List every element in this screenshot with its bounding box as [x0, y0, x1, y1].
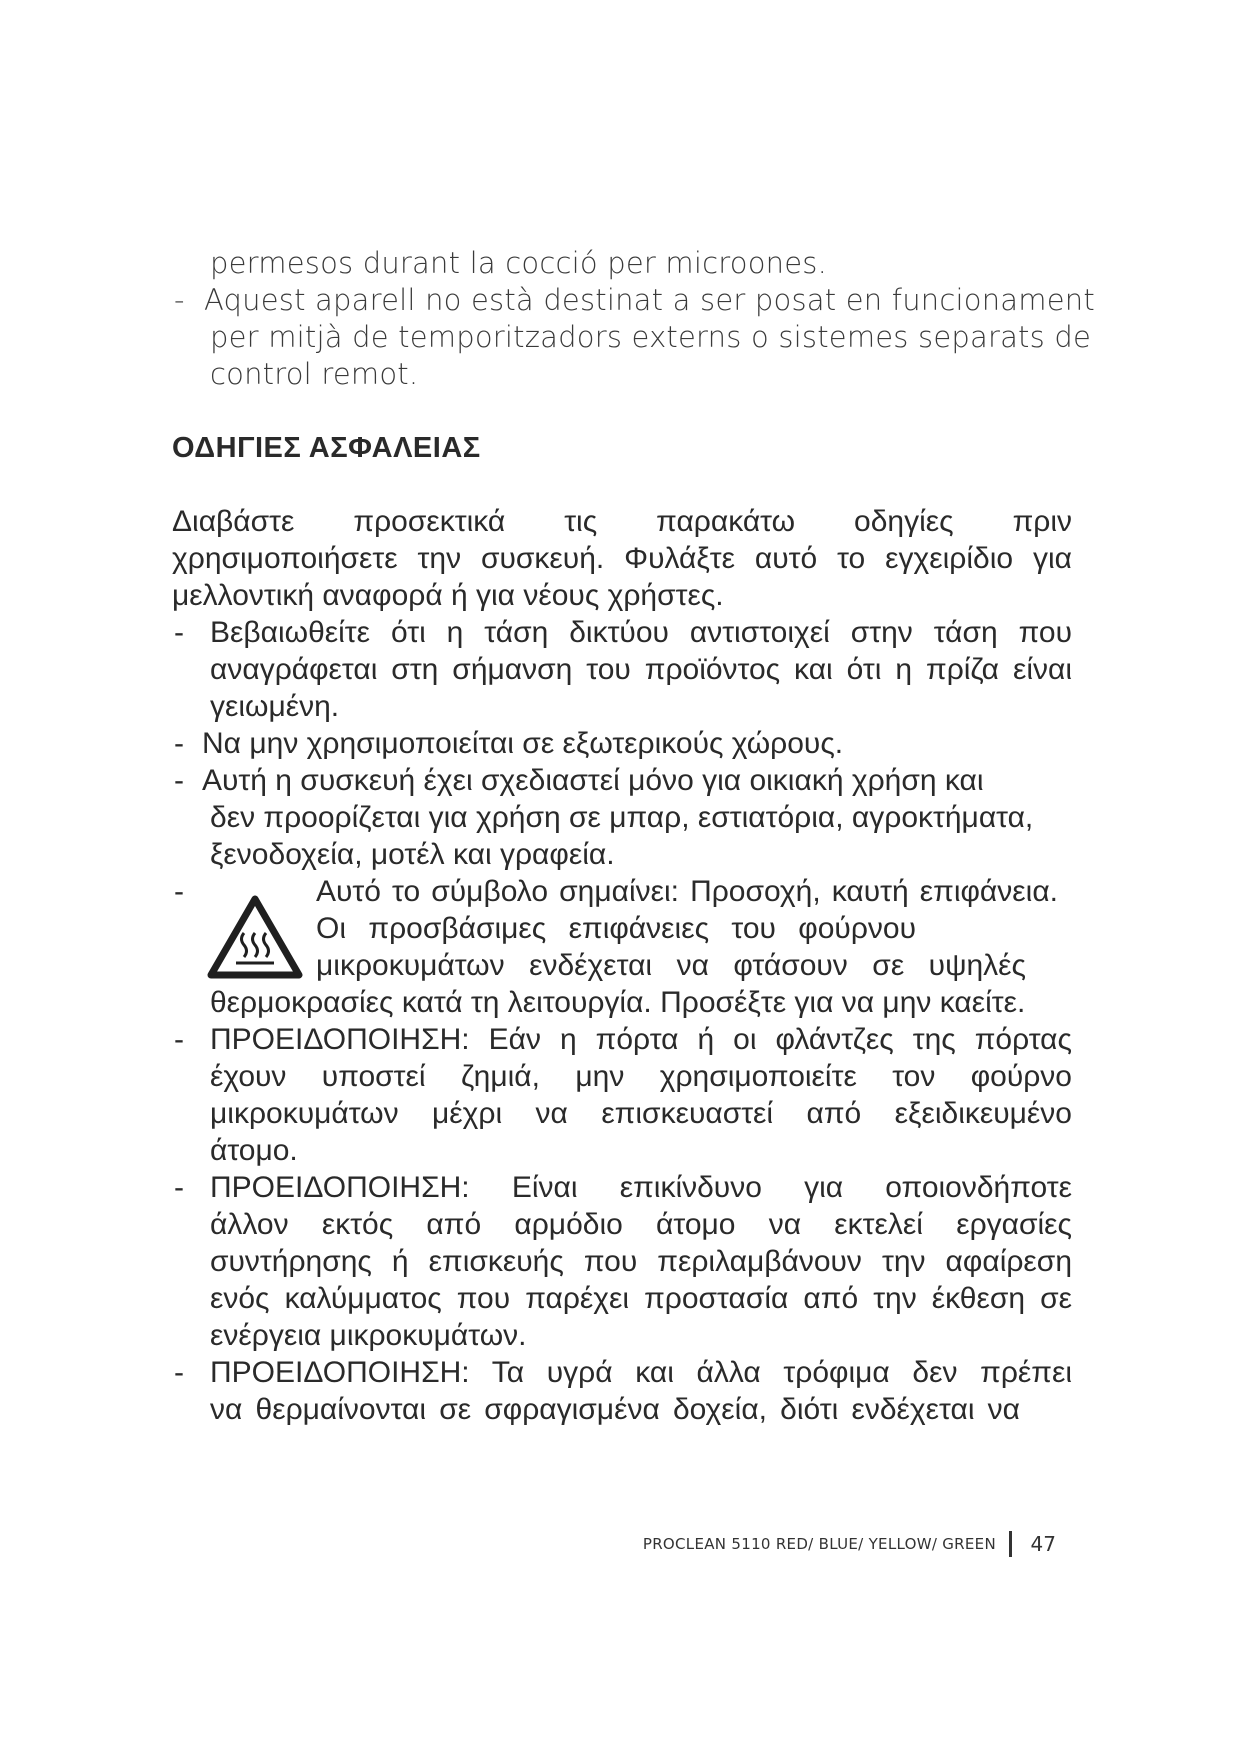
list-item-text [210, 1021, 1072, 1169]
text-line: έχουν υποστεί ζημιά, μην χρησιμοποιείτε τον φούρνο [210, 1060, 1072, 1093]
text-line: per mitjà de temporitzadors externs o sistemes separats de [210, 320, 1092, 354]
section-heading: ΟΔΗΓΙΕΣ ΑΣΦΑΛΕΙΑΣ [172, 432, 481, 464]
list-item-text [210, 1354, 1072, 1428]
text-line: Να μην χρησιμοποιείται σε εξωτερικούς χώρους. [202, 727, 844, 760]
text-line: να θερμαίνονται σε σφραγισμένα δοχεία, διότι ενδέχεται να [210, 1393, 1020, 1426]
bullet-dash: - [174, 1023, 184, 1056]
text-line: ενός καλύμματος που παρέχει προστασία από την έκθεση σε [210, 1282, 1072, 1315]
bullet-dash: - [174, 1356, 184, 1389]
text-line: ΠΡΟΕΙΔΟΠΟΙΗΣΗ: Εάν η πόρτα ή οι φλάντζες της πόρτας [210, 1023, 1072, 1056]
text-line: control remot. [210, 357, 419, 391]
intro-paragraph [172, 503, 1072, 614]
text-line: ΠΡΟΕΙΔΟΠΟΙΗΣΗ: Τα υγρά και άλλα τρόφιμα δεν πρέπει [210, 1356, 1072, 1389]
bullet-dash: - [174, 875, 184, 908]
bullet-dash: - [174, 1171, 184, 1204]
page-number: 47 [1030, 1532, 1056, 1556]
text-line: δεν προορίζεται για χρήση σε μπαρ, εστιατόρια, αγροκτήματα, [210, 801, 1034, 834]
page-footer [600, 1531, 1056, 1561]
footer-divider [1009, 1531, 1012, 1557]
text-line: ξενοδοχεία, μοτέλ και γραφεία. [210, 838, 615, 871]
text-line: μικροκυμάτων ενδέχεται να φτάσουν σε υψηλές [316, 949, 1026, 982]
bullet-dash: - [174, 616, 184, 649]
catalan-text [170, 245, 1095, 393]
hot-surface-warning-icon [206, 893, 304, 981]
text-line: μικροκυμάτων μέχρι να επισκευαστεί από εξειδικευμένο [210, 1097, 1072, 1130]
text-line: χρησιμοποιήσετε την συσκευή. Φυλάξτε αυτό το εγχειρίδιο για [172, 542, 1072, 575]
list-item-text [202, 725, 1064, 762]
text-line: Αυτό το σύμβολο σημαίνει: Προσοχή, καυτή επιφάνεια. [316, 875, 1058, 908]
text-line: Διαβάστε προσεκτικά τις παρακάτω οδηγίες πριν [172, 505, 1072, 538]
text-line: άλλον εκτός από αρμόδιο άτομο να εκτελεί εργασίες [210, 1208, 1072, 1241]
text-line: άτομο. [210, 1134, 298, 1167]
text-line: γειωμένη. [210, 690, 340, 723]
text-line: Βεβαιωθείτε ότι η τάση δικτύου αντιστοιχεί στην τάση που [210, 616, 1072, 649]
bullet-dash: - [174, 727, 184, 760]
text-line: Aquest aparell no està destinat a ser posat en funcionament [204, 283, 1095, 317]
model-name: PROCLEAN 5110 RED/ BLUE/ YELLOW/ GREEN [642, 1535, 996, 1553]
text-line: Οι προσβάσιμες επιφάνειες του φούρνου [316, 912, 916, 945]
text-line: ΠΡΟΕΙΔΟΠΟΙΗΣΗ: Είναι επικίνδυνο για οποιονδήποτε [210, 1171, 1072, 1204]
list-item [170, 282, 1095, 319]
bullet-dash: - [174, 283, 185, 317]
symbol-description [316, 873, 1058, 984]
text-line: συντήρησης ή επισκευής που περιλαμβάνουν την αφαίρεση [210, 1245, 1072, 1278]
symbol-description-end [210, 984, 1060, 1021]
text-line: permesos durant la cocció per microones. [210, 246, 827, 280]
text-line: αναγράφεται στη σήμανση του προϊόντος και ότι η πρίζα είναι [210, 653, 1072, 686]
list-item-text [210, 1169, 1072, 1354]
bullet-dash: - [174, 764, 184, 797]
text-line: μελλοντική αναφορά ή για νέους χρήστες. [172, 579, 724, 612]
list-item-text [202, 762, 1072, 873]
list-item-text [210, 614, 1072, 725]
text-line: Αυτή η συσκευή έχει σχεδιαστεί μόνο για οικιακή χρήση και [202, 764, 984, 797]
text-line: ενέργεια μικροκυμάτων. [210, 1319, 527, 1352]
text-line: θερμοκρασίες κατά τη λειτουργία. Προσέξτε για να μην καείτε. [210, 986, 1026, 1019]
